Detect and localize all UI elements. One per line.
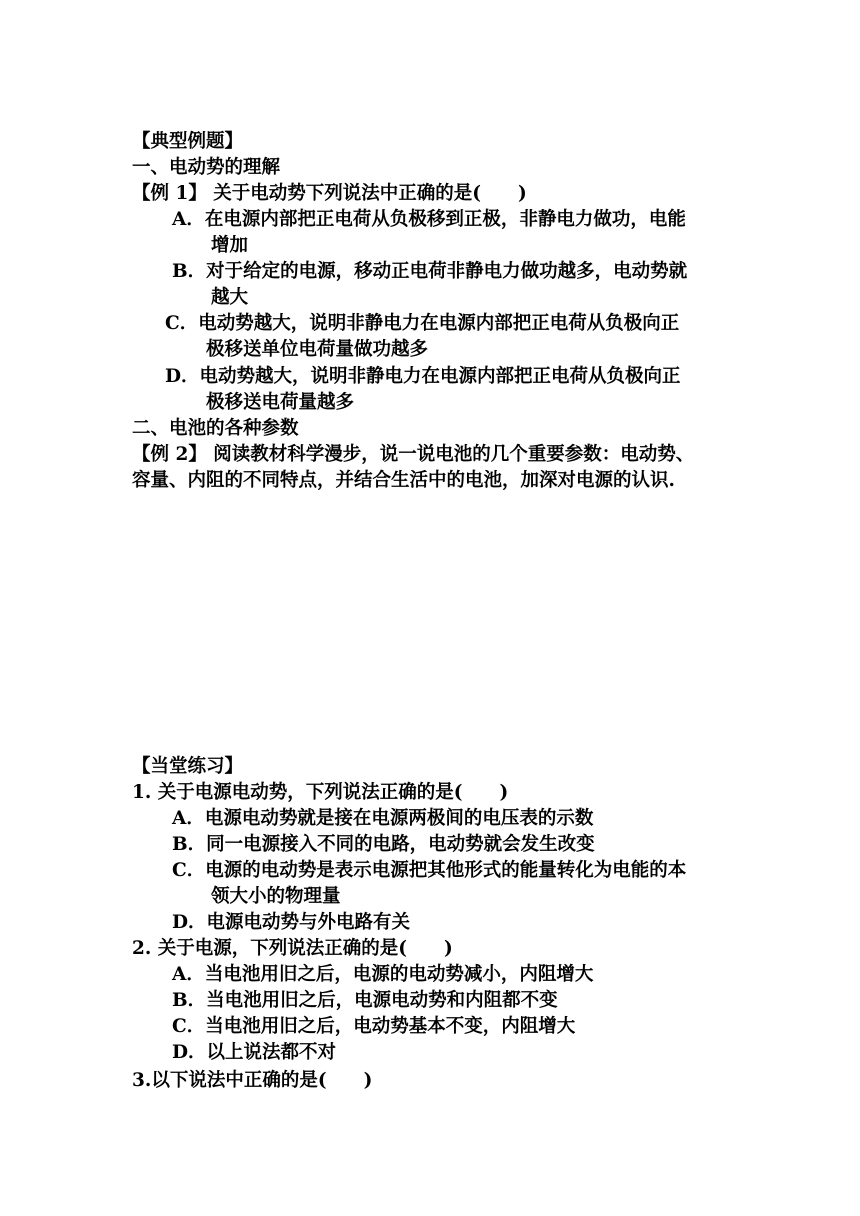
question-2-stem: 2. 关于电源，下列说法正确的是( ) — [132, 938, 453, 959]
example-1-question: 关于电动势下列说法中正确的是( ) — [206, 183, 527, 204]
question-2-option-a: A．当电池用旧之后，电源的电动势减小，内阻增大 — [172, 964, 594, 985]
example-2-label: 【例 2】 — [132, 444, 207, 465]
example-1-option-c-cont: 极移送单位电荷量做功越多 — [206, 339, 429, 360]
subheading-emf: 一、电动势的理解 — [132, 157, 281, 178]
subheading-battery-params: 二、电池的各种参数 — [132, 418, 299, 439]
question-2-option-b: B．当电池用旧之后，电源电动势和内阻都不变 — [172, 990, 558, 1011]
question-1-stem: 1. 关于电源电动势，下列说法正确的是( ) — [132, 782, 509, 803]
section-heading-practice: 【当堂练习】 — [132, 756, 244, 777]
example-1-option-a-cont: 增加 — [211, 235, 249, 256]
example-1-option-c: C．电动势越大，说明非静电力在电源内部把正电荷从负极向正 — [165, 313, 680, 334]
question-1-option-c: C．电源的电动势是表示电源把其他形式的能量转化为电能的本 — [172, 860, 687, 881]
example-2-question-cont: 容量、内阻的不同特点，并结合生活中的电池，加深对电源的认识. — [132, 470, 675, 491]
example-1-label: 【例 1】 — [132, 183, 207, 204]
example-1-option-b: B．对于给定的电源，移动正电荷非静电力做功越多，电动势就 — [172, 261, 688, 282]
example-1-option-a: A．在电源内部把正电荷从负极移到正极，非静电力做功，电能 — [172, 209, 686, 230]
example-2-stem — [132, 442, 694, 468]
question-2-option-c: C．当电池用旧之后，电动势基本不变，内阻增大 — [172, 1016, 576, 1037]
question-1-option-c-cont: 领大小的物理量 — [211, 886, 341, 907]
example-1-option-b-cont: 越大 — [211, 287, 249, 308]
example-1-option-d: D．电动势越大，说明非静电力在电源内部把正电荷从负极向正 — [165, 366, 681, 387]
example-1-option-d-cont: 极移送电荷量越多 — [206, 392, 355, 413]
example-1-stem — [132, 181, 527, 207]
example-2-question: 阅读教材科学漫步，说一说电池的几个重要参数：电动势、 — [206, 444, 695, 465]
section-heading-examples: 【典型例题】 — [132, 131, 244, 152]
question-2-option-d: D．以上说法都不对 — [172, 1042, 337, 1063]
question-1-option-d: D．电源电动势与外电路有关 — [172, 912, 411, 933]
question-3-stem: 3.以下说法中正确的是( ) — [132, 1070, 373, 1091]
question-1-option-a: A．电源电动势就是接在电源两极间的电压表的示数 — [172, 808, 594, 829]
question-1-option-b: B．同一电源接入不同的电路，电动势就会发生改变 — [172, 834, 595, 855]
